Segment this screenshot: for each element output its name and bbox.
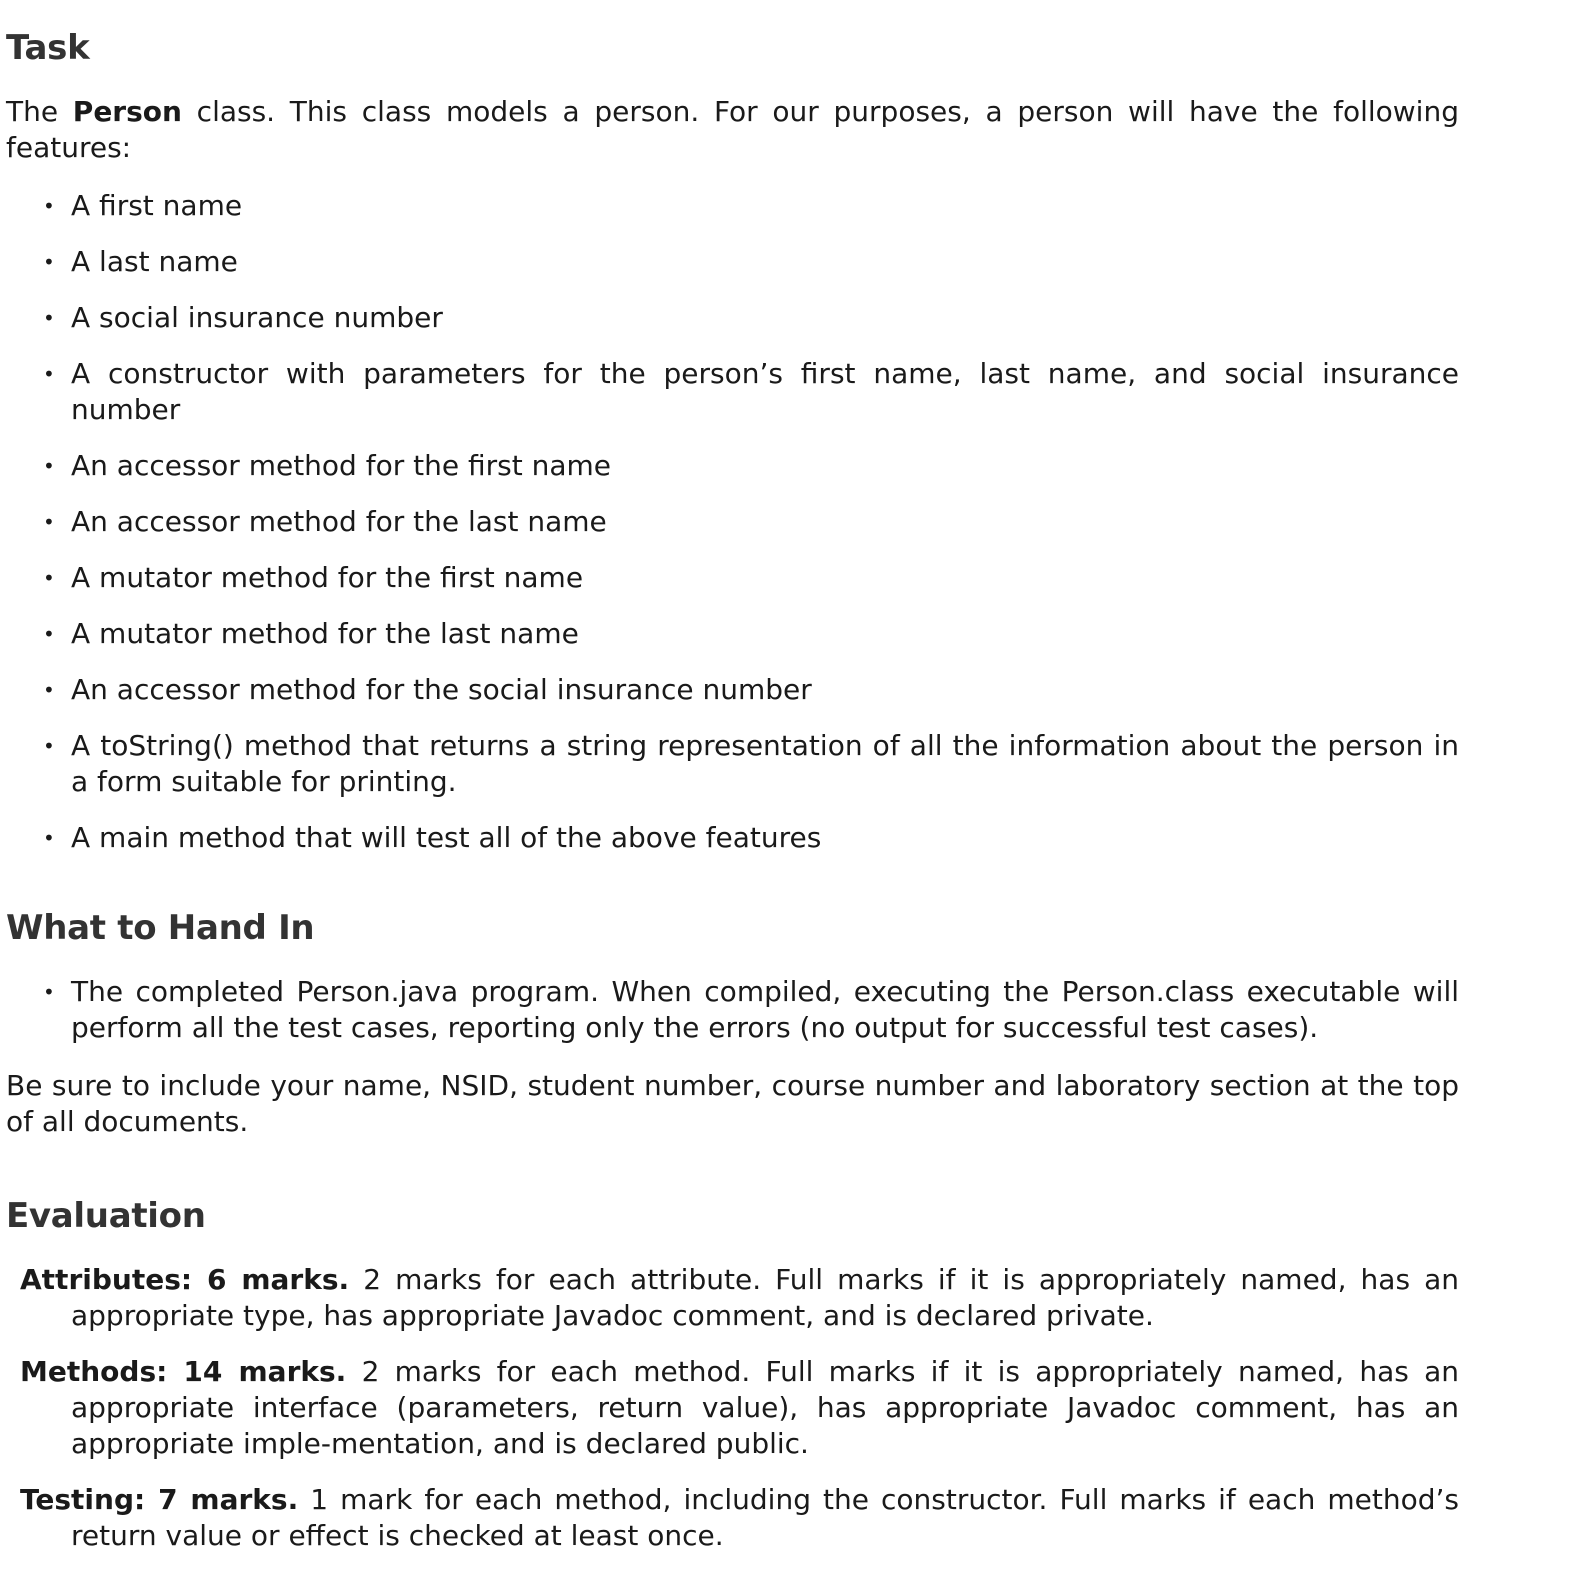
feature-item: • A main method that will test all of the above features — [6, 820, 1459, 856]
evaluation-text: 1 mark for each method, including the constructor. Full marks if each method’s return value or effect is checked at least once. — [71, 1483, 1459, 1552]
task-intro-suffix: class. This class models a person. For our purposes, a person will have the following features: — [6, 95, 1459, 164]
feature-item: • A mutator method for the last name — [6, 616, 1459, 652]
hand-in-heading: What to Hand In — [6, 908, 315, 948]
feature-item: • A social insurance number — [6, 300, 1459, 336]
document-content — [6, 26, 1459, 1554]
feature-list — [6, 188, 1459, 856]
evaluation-label: Testing: 7 marks. — [20, 1483, 299, 1516]
task-heading: Task — [6, 28, 90, 68]
hand-in-item: • The completed Person.java program. When compiled, executing the Person.class executable will perform all the test cases, reporting only the errors (no output for successful test cases). — [6, 974, 1459, 1046]
task-intro — [6, 94, 1459, 166]
evaluation-text: 2 marks for each method. Full marks if it is appropriately named, has an appropriate interface (parameters, return value), has appropriate Javadoc comment, has an appropriate imple-mentation, and is declared public. — [71, 1355, 1459, 1460]
feature-item: • A first name — [6, 188, 1459, 224]
task-intro-class-name: Person — [72, 95, 182, 128]
evaluation-text: 2 marks for each attribute. Full marks if it is appropriately named, has an appropriate type, has appropriate Javadoc comment, and is declared private. — [71, 1263, 1459, 1332]
evaluation-item-methods — [6, 1354, 1459, 1462]
hand-in-list — [6, 974, 1459, 1046]
evaluation-item-attributes — [6, 1262, 1459, 1334]
feature-item: • A toString() method that returns a string representation of all the information about the person in a form suitable for printing. — [6, 728, 1459, 800]
feature-item: • A mutator method for the first name — [6, 560, 1459, 596]
feature-item: • A constructor with parameters for the person’s first name, last name, and social insurance number — [6, 356, 1459, 428]
evaluation-label: Methods: 14 marks. — [20, 1355, 347, 1388]
feature-item: • An accessor method for the last name — [6, 504, 1459, 540]
feature-item: • An accessor method for the first name — [6, 448, 1459, 484]
evaluation-list — [6, 1262, 1459, 1554]
feature-item: • A last name — [6, 244, 1459, 280]
evaluation-label: Attributes: 6 marks. — [20, 1263, 350, 1296]
task-intro-prefix: The — [6, 95, 73, 128]
evaluation-heading: Evaluation — [6, 1196, 206, 1236]
feature-item: • An accessor method for the social insurance number — [6, 672, 1459, 708]
evaluation-item-testing — [6, 1482, 1459, 1554]
hand-in-note: Be sure to include your name, NSID, student number, course number and laboratory section at the top of all documents. — [6, 1069, 1459, 1138]
